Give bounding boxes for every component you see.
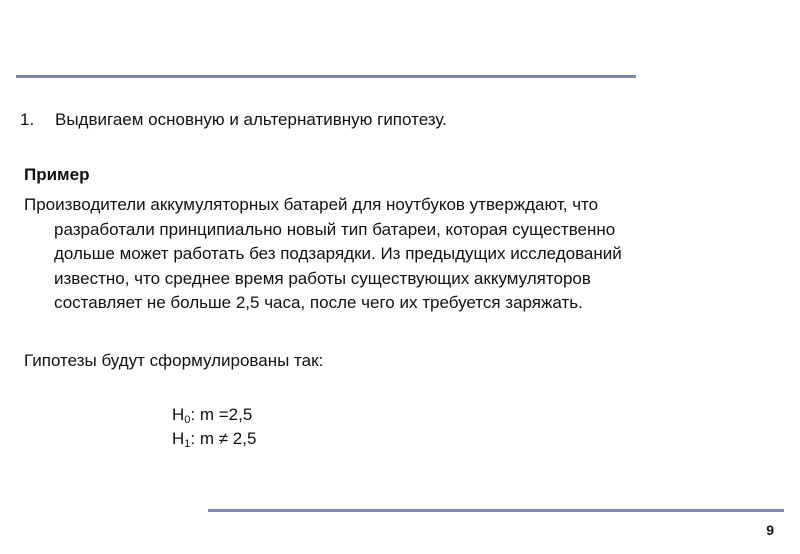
paragraph-line: составляет не больше 2,5 часа, после чего их требуется заряжать. (54, 293, 583, 312)
hypothesis-expression: : m ≠ 2,5 (190, 429, 257, 448)
hypothesis-subscript: 0 (184, 414, 191, 426)
example-heading: Пример (24, 165, 90, 184)
paragraph-line: Производители аккумуляторных батарей для ноутбуков утверждают, что (24, 195, 599, 214)
top-divider (16, 75, 636, 78)
hypothesis-subscript: 1 (184, 438, 191, 450)
null-hypothesis (172, 403, 252, 427)
hypotheses-intro: Гипотезы будут сформулированы так: (24, 351, 324, 370)
page-number: 9 (766, 522, 774, 538)
paragraph-line: известно, что среднее время работы существующих аккумуляторов (54, 268, 591, 288)
paragraph-line: дольше может работать без подзарядки. Из предыдущих исследований (54, 244, 622, 263)
list-item-number: 1. (20, 110, 35, 129)
paragraph-line: разработали принципиально новый тип батареи, которая существенно (54, 219, 616, 239)
hypothesis-letter: H (172, 405, 185, 424)
hypothesis-letter: H (172, 429, 185, 448)
bottom-divider (208, 509, 784, 512)
list-item-text: Выдвигаем основную и альтернативную гипотезу. (55, 110, 447, 129)
hypothesis-expression: : m =2,5 (190, 405, 253, 424)
example-paragraph (24, 193, 764, 316)
alternative-hypothesis (172, 427, 256, 451)
